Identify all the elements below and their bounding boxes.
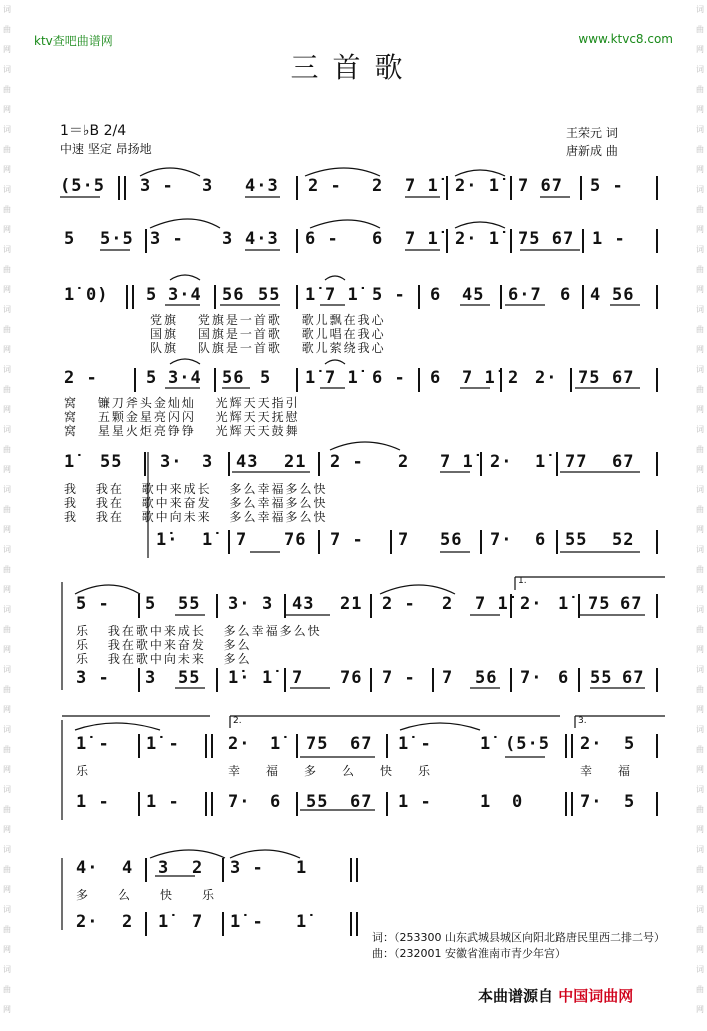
note: 55 (178, 668, 201, 688)
lyric-verse-3: 窝 星星火炬亮铮铮 光辉天天鼓舞 (64, 424, 300, 438)
note: 7 (236, 530, 248, 550)
note: 1 - (76, 792, 110, 812)
note: 5 (260, 368, 272, 388)
note: 5 (146, 368, 158, 388)
site-name-left[interactable]: ktv查吧曲谱网 (34, 34, 113, 48)
note: 7 1̇ (462, 368, 496, 388)
note: 1̇· (228, 668, 251, 688)
note: 1̇ (158, 912, 170, 932)
note: 6 (558, 668, 570, 688)
lyric-verse-2: 我 我在 歌中来奋发 多么幸福多么快 (64, 496, 328, 510)
note: 7 1̇ (405, 176, 439, 196)
lyric-verse-1: 窝 镰刀斧头金灿灿 光辉天天指引 (64, 396, 300, 410)
note: (5·5 (60, 176, 105, 196)
note: 3 (145, 668, 157, 688)
note: 1̇ (202, 530, 214, 550)
note: 2· (76, 912, 99, 932)
note: 3 (222, 229, 234, 249)
note: 2 (372, 176, 384, 196)
note: 3 (202, 452, 214, 472)
note: 2 (192, 858, 204, 878)
note: 3 - (76, 668, 110, 688)
note: 56 (475, 668, 498, 688)
note: 55 (258, 285, 281, 305)
note: 56 (440, 530, 463, 550)
note: 3 - (150, 229, 184, 249)
note: 55 (306, 792, 329, 812)
note: 1̇ (305, 285, 317, 305)
lyric-verse-1: 我 我在 歌中来成长 多么幸福多么快 (64, 482, 328, 496)
note: 2 (508, 368, 520, 388)
note: 4 (590, 285, 602, 305)
note: 5 (146, 285, 158, 305)
lyricist-credit: 王荣元 词 (566, 126, 618, 140)
note: 7· (580, 792, 603, 812)
lyric-verse-2: 国旗 国旗是一首歌 歌儿唱在我心 (150, 327, 386, 341)
note: 7 (442, 668, 454, 688)
note: 7 - (330, 530, 364, 550)
note: 43 (236, 452, 259, 472)
key-signature: 1＝♭B 2/4 (60, 123, 127, 139)
note: 5·5 (100, 229, 134, 249)
note: 4·3 (245, 229, 279, 249)
note: 2· 1̇ (455, 176, 500, 196)
note: 77 (565, 452, 588, 472)
note: 7 1̇ (325, 285, 359, 305)
note: 1̇ (305, 368, 317, 388)
note: 67 (620, 594, 643, 614)
note: 1̇ (64, 452, 76, 472)
lyric: 幸福 (580, 764, 657, 778)
note: 1̇ - (398, 734, 432, 754)
note: 2 (122, 912, 134, 932)
note: 2· 1̇ (455, 229, 500, 249)
note: 7 67 (518, 176, 563, 196)
note: 56 (222, 368, 245, 388)
note: 4· (76, 858, 99, 878)
note: 2 - (308, 176, 342, 196)
tempo-marking: 中速 坚定 昂扬地 (60, 142, 152, 156)
note: 5 - (76, 594, 110, 614)
note: 2· (520, 594, 543, 614)
note: 3 (262, 594, 274, 614)
note: 7 1̇ (325, 368, 359, 388)
note: 56 (222, 285, 245, 305)
note: 2· (228, 734, 251, 754)
note: 52 (612, 530, 635, 550)
note: 1̇ - (146, 734, 180, 754)
lyric: 多么快乐 (76, 888, 245, 902)
note: 3 (158, 858, 170, 878)
note: 2 - (382, 594, 416, 614)
note: 1 - (592, 229, 626, 249)
site-url-right[interactable]: www.ktvc8.com (578, 32, 673, 46)
note: 1̇ - (76, 734, 110, 754)
note: 3· (228, 594, 251, 614)
note: 7 1̇ (440, 452, 474, 472)
note: 1 (480, 792, 492, 812)
note: 5 (624, 734, 636, 754)
note: 76 (284, 530, 307, 550)
note: 6 (560, 285, 572, 305)
note: 45 (462, 285, 485, 305)
note: 7 1̇ (405, 229, 439, 249)
note: 67 (350, 792, 373, 812)
note: 6 - (372, 368, 406, 388)
note: 2· (490, 452, 513, 472)
note: 6 - (305, 229, 339, 249)
note: 67 (622, 668, 645, 688)
note: 56 (612, 285, 635, 305)
note: 7· (490, 530, 513, 550)
note: 6 (372, 229, 384, 249)
note: 75 (306, 734, 329, 754)
note: 3·4 (168, 285, 202, 305)
note: 1 - (398, 792, 432, 812)
note: 1̇ (270, 734, 282, 754)
note: 1̇ (64, 285, 76, 305)
ending-3-marker: 3. (578, 716, 587, 726)
note: 76 (340, 668, 363, 688)
note: 2· (535, 368, 558, 388)
lyric: 乐 (76, 764, 91, 778)
lyric-verse-1: 党旗 党旗是一首歌 歌儿飘在我心 (150, 313, 386, 327)
note: 7 - (382, 668, 416, 688)
note: 55 (178, 594, 201, 614)
note: 1̇ - (230, 912, 264, 932)
note: 75 (578, 368, 601, 388)
source-site-link[interactable]: 中国词曲网 (558, 987, 634, 1005)
note: 43 (292, 594, 315, 614)
note: 7 (398, 530, 410, 550)
composer-address: 曲：（232001 安徽省淮南市青少年宫） (372, 947, 566, 960)
note: 55 (100, 452, 123, 472)
lyric-verse-3: 乐 我在歌中向未来 多么 (76, 652, 252, 666)
note: 0 (512, 792, 524, 812)
note: 21 (340, 594, 363, 614)
note: 1̇ (558, 594, 570, 614)
note: 67 (350, 734, 373, 754)
note: 1̇ (535, 452, 547, 472)
note: 21 (284, 452, 307, 472)
note: 5 (145, 594, 157, 614)
note: 7· (228, 792, 251, 812)
note: 4 (122, 858, 134, 878)
note: 1̇ (480, 734, 492, 754)
lyric-verse-3: 队旗 队旗是一首歌 歌儿萦绕我心 (150, 341, 386, 355)
note: 6 (430, 368, 442, 388)
note: 55 (565, 530, 588, 550)
note: 2 - (330, 452, 364, 472)
note: 75 67 (518, 229, 575, 249)
lyric-verse-2: 窝 五颗金星亮闪闪 光辉天天抚慰 (64, 410, 300, 424)
note: 5 (64, 229, 76, 249)
note: 6·7 (508, 285, 542, 305)
note: 1 - (146, 792, 180, 812)
source-prefix: 本曲谱源自 (478, 987, 554, 1005)
note: 2· (580, 734, 603, 754)
note: 0) (86, 285, 109, 305)
note: 1 (296, 858, 308, 878)
note: 7 (192, 912, 204, 932)
lyric-verse-2: 乐 我在歌中来奋发 多么 (76, 638, 252, 652)
note: 7· (520, 668, 543, 688)
note: 6 (430, 285, 442, 305)
note: 2 (398, 452, 410, 472)
note: 75 (588, 594, 611, 614)
note: 6 (270, 792, 282, 812)
note: 3·4 (168, 368, 202, 388)
watermark-right: 词曲网词曲网词曲网词曲网词曲网词曲网词曲网词曲网词曲网词曲网词曲网词曲网词曲网词曲网词曲网词曲网词曲网 (696, 5, 704, 1014)
note: 3 (202, 176, 214, 196)
note: 1̇ (262, 668, 274, 688)
note: 5 (624, 792, 636, 812)
source-credit (478, 985, 633, 1006)
note: 3 - (140, 176, 174, 196)
lyric-verse-1: 乐 我在歌中来成长 多么幸福多么快 (76, 624, 322, 638)
note: 3· (160, 452, 183, 472)
lyricist-address: 词：（253300 山东武城县城区向阳北路唐民里西二排二号） (372, 931, 665, 944)
note: 2 (442, 594, 454, 614)
lyric-verse-3: 我 我在 歌中向未来 多么幸福多么快 (64, 510, 328, 524)
note: (5·5 (505, 734, 550, 754)
note: 3 - (230, 858, 264, 878)
ending-1-marker: 1. (518, 576, 527, 586)
note: 5 - (590, 176, 624, 196)
note: 1̇· (156, 530, 179, 550)
note: 67 (612, 368, 635, 388)
note: 67 (612, 452, 635, 472)
note: 7 (292, 668, 304, 688)
note: 7 1̇ (475, 594, 509, 614)
ending-2-marker: 2. (233, 716, 242, 726)
watermark-left: 词曲网词曲网词曲网词曲网词曲网词曲网词曲网词曲网词曲网词曲网词曲网词曲网词曲网词曲网词曲网词曲网词曲网 (3, 5, 11, 1014)
note: 2 - (64, 368, 98, 388)
lyric: 幸福多么快乐 (228, 764, 457, 778)
note: 55 (590, 668, 613, 688)
note: 5 - (372, 285, 406, 305)
note: 4·3 (245, 176, 279, 196)
note: 1̇ (296, 912, 308, 932)
composer-credit: 唐新成 曲 (566, 144, 618, 158)
song-title: 三首歌 (290, 51, 417, 84)
note: 6 (535, 530, 547, 550)
